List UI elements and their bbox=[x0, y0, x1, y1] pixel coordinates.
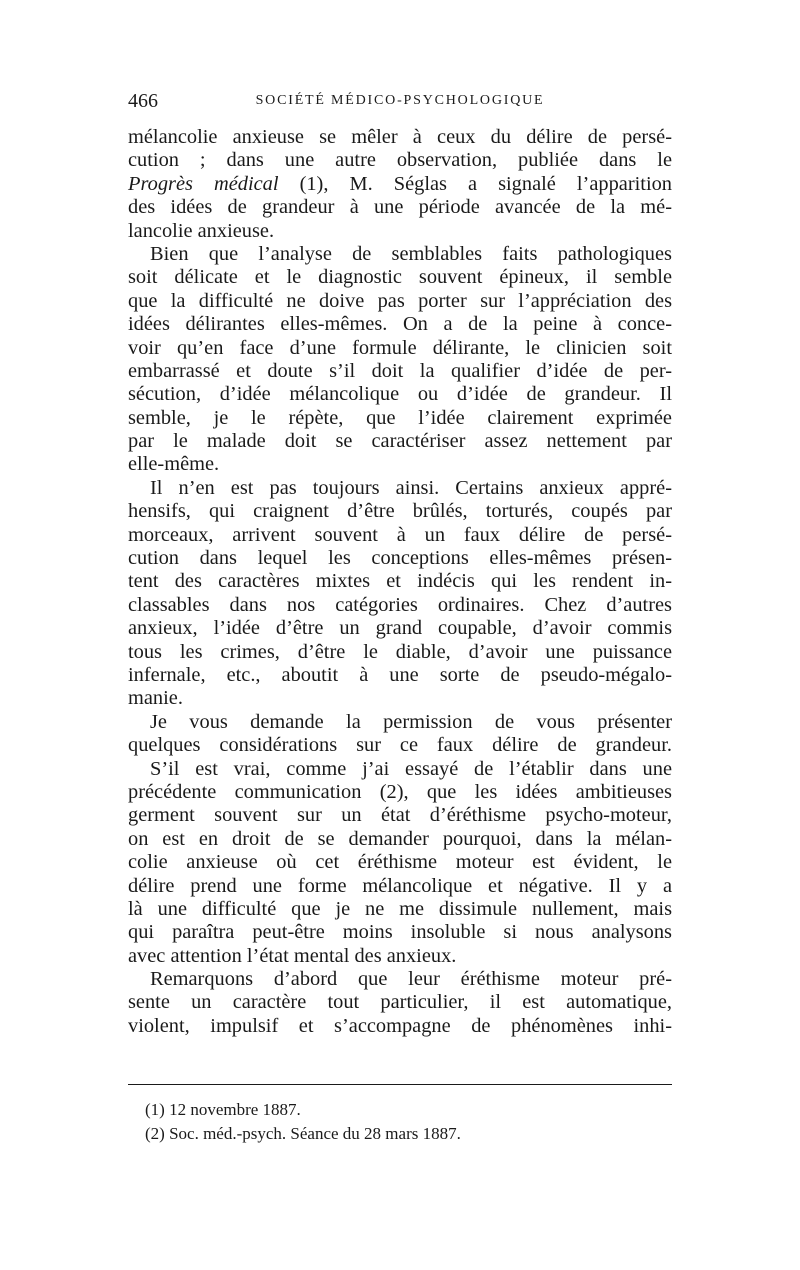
text-line: tous les crimes, d’être le diable, d’avoir une puissance bbox=[128, 640, 672, 663]
text-line: embarrassé et doute s’il doit la qualifier d’idée de per- bbox=[128, 359, 672, 382]
text-line: sente un caractère tout particulier, il est automatique, bbox=[128, 991, 672, 1014]
text-line: qui paraîtra peut-être moins insoluble si nous analysons bbox=[128, 921, 672, 944]
text-line: des idées de grandeur à une période avancée de la mé- bbox=[128, 196, 672, 219]
text-line: Bien que l’analyse de semblables faits pathologiques bbox=[150, 242, 672, 265]
page-number: 466 bbox=[128, 90, 158, 112]
text-line: Remarquons d’abord que leur éréthisme moteur pré- bbox=[150, 968, 672, 991]
text-line: anxieux, l’idée d’être un grand coupable, d’avoir commis bbox=[128, 617, 672, 640]
text-line: mélancolie anxieuse se mêler à ceux du délire de persé- bbox=[128, 126, 672, 148]
text-line: quelques considérations sur ce faux délire de grandeur. bbox=[128, 734, 672, 757]
text-line: infernale, etc., aboutit à une sorte de pseudo-mégalo- bbox=[128, 663, 672, 686]
running-head: SOCIÉTÉ MÉDICO-PSYCHOLOGIQUE bbox=[255, 93, 545, 108]
text-line: hensifs, qui craignent d’être brûlés, torturés, coupés par bbox=[128, 500, 672, 523]
text-line: morceaux, arrivent souvent à un faux délire de persé- bbox=[128, 523, 672, 546]
footnote-rule bbox=[128, 1084, 672, 1085]
text-line: précédente communication (2), que les idées ambitieuses bbox=[128, 780, 672, 803]
text-line: S’il est vrai, comme j’ai essayé de l’établir dans une bbox=[150, 757, 672, 780]
text-line: violent, impulsif et s’accompagne de phénomènes inhi- bbox=[128, 1014, 672, 1037]
page-header bbox=[128, 90, 672, 116]
text-line: manie. bbox=[128, 687, 183, 710]
text-line: tent des caractères mixtes et indécis qui les rendent in- bbox=[128, 570, 672, 593]
text-line: semble, je le répète, que l’idée clairement exprimée bbox=[128, 406, 672, 429]
text-line: classables dans nos catégories ordinaires. Chez d’autres bbox=[128, 593, 672, 616]
text-line: délire prend une forme mélancolique et négative. Il y a bbox=[128, 874, 672, 897]
text-line: lancolie anxieuse. bbox=[128, 219, 275, 242]
text-line: Il n’en est pas toujours ainsi. Certains anxieux appré- bbox=[150, 476, 672, 499]
text-line: cution dans lequel les conceptions elles-mêmes présen- bbox=[128, 547, 672, 570]
text-line: colie anxieuse où cet éréthisme moteur est évident, le bbox=[128, 851, 672, 874]
text-line: par le malade doit se caractériser assez nettement par bbox=[128, 430, 672, 453]
text-line: elle-même. bbox=[128, 453, 220, 476]
text-line: là une difficulté que je ne me dissimule nullement, mais bbox=[128, 897, 672, 920]
body-text bbox=[128, 126, 672, 1038]
text-line bbox=[128, 173, 672, 196]
text-line: Je vous demande la permission de vous présenter bbox=[150, 710, 672, 733]
footnote: (1) 12 novembre 1887. bbox=[145, 1100, 301, 1119]
text-line: cution ; dans une autre observation, publiée dans le bbox=[128, 149, 672, 172]
text-line: idées délirantes elles-mêmes. On a de la peine à conce- bbox=[128, 313, 672, 336]
text-line: voir qu’en face d’une formule délirante, le clinicien soit bbox=[128, 336, 672, 359]
text-line: germent souvent sur un état d’éréthisme psycho-moteur, bbox=[128, 804, 672, 827]
text-line: sécution, d’idée mélancolique ou d’idée de grandeur. Il bbox=[128, 383, 672, 406]
footnotes bbox=[145, 1098, 672, 1146]
text-line: avec attention l’état mental des anxieux. bbox=[128, 944, 457, 967]
text-line: que la difficulté ne doive pas porter sur l’appréciation des bbox=[128, 289, 672, 312]
footnote: (2) Soc. méd.-psych. Séance du 28 mars 1887. bbox=[145, 1124, 461, 1143]
text-line: on est en droit de se demander pourquoi, dans la mélan- bbox=[128, 827, 672, 850]
journal-title: Progrès médical bbox=[128, 172, 279, 195]
line-text: (1), M. Séglas a signalé l’apparition bbox=[278, 172, 672, 195]
text-line: soit délicate et le diagnostic souvent épineux, il semble bbox=[128, 266, 672, 289]
